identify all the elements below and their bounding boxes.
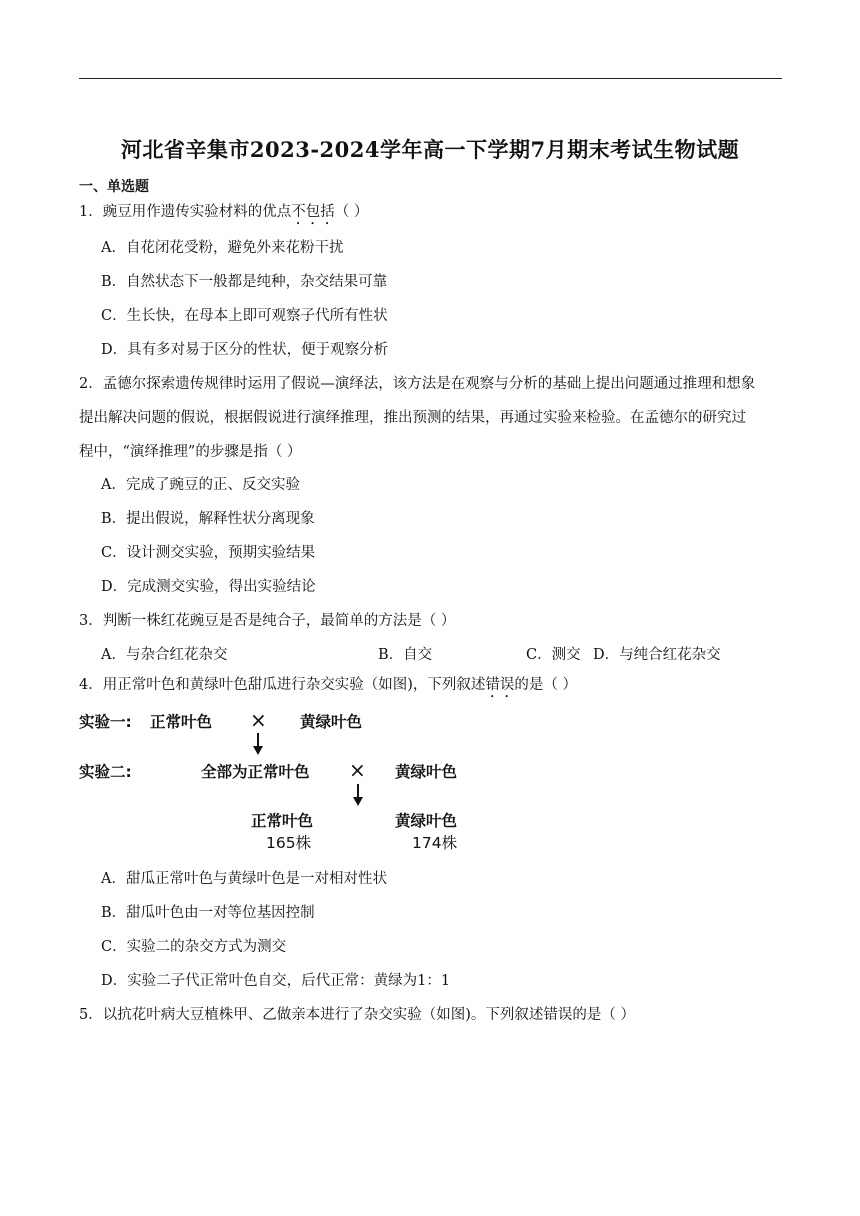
question-2-stem-line-3: 程中，“演绎推理”的步骤是指（ ） xyxy=(79,444,302,460)
question-4-option-b: B．甜瓜叶色由一对等位基因控制 xyxy=(101,905,315,921)
question-2-stem-line-1: 2．孟德尔探索遗传规律时运用了假说—演绎法，该方法是在观察与分析的基础上提出问题通过推理和想象 xyxy=(79,376,756,392)
offspring-2-count: 174株 xyxy=(412,834,458,852)
experiment-2-label: 实验二: xyxy=(79,763,132,781)
question-3-option-d: D．与纯合红花杂交 xyxy=(593,647,721,663)
header-rule xyxy=(79,78,782,79)
section-heading: 一、单选题 xyxy=(79,179,149,195)
experiment-1-parent-2: 黄绿叶色 xyxy=(300,713,363,731)
question-2-option-d: D．完成测交实验，得出实验结论 xyxy=(101,579,316,595)
question-2-option-c: C．设计测交实验，预期实验结果 xyxy=(101,545,316,561)
question-4-option-c: C．实验二的杂交方式为测交 xyxy=(101,939,287,955)
question-2-stem-line-2: 提出解决问题的假说，根据假说进行演绎推理，推出预测的结果，再通过实验来检验。在孟德尔的研究过 xyxy=(79,410,746,426)
cross-symbol: × xyxy=(250,708,267,732)
question-3-option-a: A．与杂合红花杂交 xyxy=(101,647,228,663)
question-2-option-b: B．提出假说，解释性状分离现象 xyxy=(101,511,315,527)
cross-symbol: × xyxy=(349,758,366,782)
question-3-stem: 3．判断一株红花豌豆是否是纯合子，最简单的方法是（ ） xyxy=(79,613,456,629)
page-title: 河北省辛集市2023-2024学年高一下学期7月期末考试生物试题 xyxy=(120,137,740,162)
experiment-1-label: 实验一: xyxy=(79,713,132,731)
question-1-option-c: C．生长快，在母本上即可观察子代所有性状 xyxy=(101,308,388,324)
cross-diagram xyxy=(79,700,499,860)
offspring-1-phenotype: 正常叶色 xyxy=(251,812,314,830)
emphasis-text: 错误 xyxy=(485,677,515,693)
question-5-stem: 5．以抗花叶病大豆植株甲、乙做亲本进行了杂交实验（如图)。下列叙述错误的是（ ） xyxy=(79,1007,635,1023)
experiment-1-parent-1: 正常叶色 xyxy=(150,713,213,731)
experiment-2-parent-2: 黄绿叶色 xyxy=(395,763,458,781)
offspring-1-count: 165株 xyxy=(266,834,312,852)
question-1-option-b: B．自然状态下一般都是纯种，杂交结果可靠 xyxy=(101,274,388,290)
emphasis-text: 不包括 xyxy=(291,204,335,220)
arrow-down-icon xyxy=(257,733,259,747)
question-4-option-a: A．甜瓜正常叶色与黄绿叶色是一对相对性状 xyxy=(101,871,387,887)
question-4-stem: 4．用正常叶色和黄绿叶色甜瓜进行杂交实验（如图)，下列叙述错误的是（ ） xyxy=(79,677,577,693)
question-1-option-d: D．具有多对易于区分的性状，便于观察分析 xyxy=(101,342,389,358)
offspring-2-phenotype: 黄绿叶色 xyxy=(395,812,458,830)
arrow-down-icon xyxy=(357,784,359,798)
experiment-2-parent-1: 全部为正常叶色 xyxy=(201,763,310,781)
question-2-option-a: A．完成了豌豆的正、反交实验 xyxy=(101,477,300,493)
question-3-option-b: B．自交 xyxy=(378,647,433,663)
question-1-stem: 1．豌豆用作遗传实验材料的优点不包括（ ） xyxy=(79,204,369,220)
question-3-option-c: C．测交 xyxy=(526,647,581,663)
question-1-option-a: A．自花闭花受粉，避免外来花粉干扰 xyxy=(101,240,344,256)
question-4-option-d: D．实验二子代正常叶色自交，后代正常：黄绿为1：1 xyxy=(101,973,451,989)
